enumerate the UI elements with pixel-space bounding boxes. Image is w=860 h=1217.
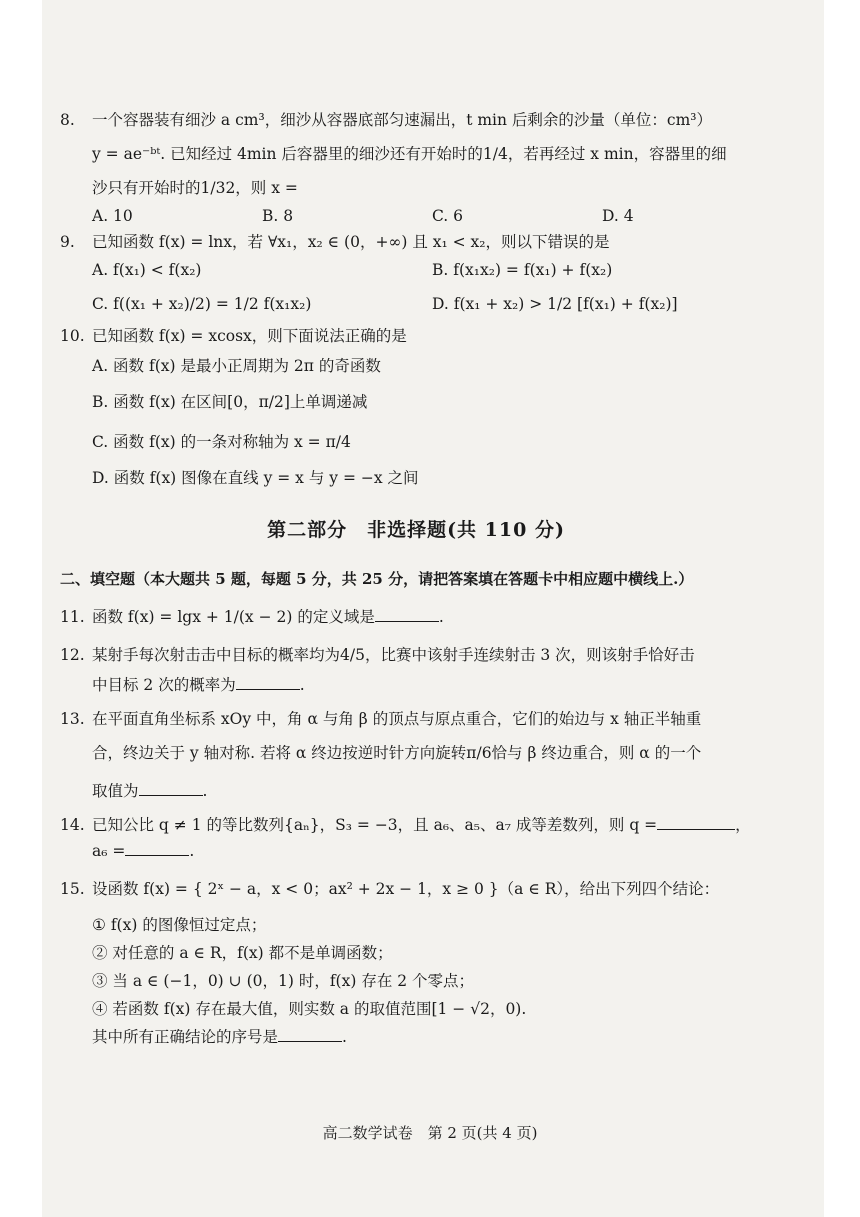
answer-options-row2 bbox=[92, 292, 772, 316]
question-end: . bbox=[189, 841, 195, 860]
page-margin-right bbox=[824, 0, 860, 1217]
page-footer: 高二数学试卷 第 2 页(共 4 页) bbox=[322, 1124, 538, 1142]
question-15 bbox=[60, 877, 772, 1049]
answer-blank[interactable] bbox=[278, 1026, 342, 1043]
question-14 bbox=[60, 813, 772, 863]
answer-blank[interactable] bbox=[375, 605, 439, 622]
question-text: 某射手每次射击击中目标的概率均为4/5，比赛中该射手连续射击 3 次，则该射手恰好击 bbox=[92, 645, 695, 664]
question-number: 9. bbox=[60, 233, 75, 252]
question-number: 14. bbox=[60, 815, 85, 834]
question-number: 15. bbox=[60, 880, 85, 898]
answer-blank[interactable] bbox=[139, 779, 203, 796]
option-b: B. 8 bbox=[262, 207, 294, 226]
option-d: D. 函数 f(x) 图像在直线 y = x 与 y = −x 之间 bbox=[92, 469, 419, 488]
question-text-line2: 中目标 2 次的概率为 bbox=[92, 675, 236, 694]
conclusion-4: ④ 若函数 f(x) 存在最大值，则实数 a 的取值范围[1 − √2，0). bbox=[92, 1000, 527, 1019]
question-end: . bbox=[299, 675, 305, 694]
question-10 bbox=[60, 324, 772, 490]
option-b: B. f(x₁x₂) = f(x₁) + f(x₂) bbox=[432, 261, 613, 280]
option-c: C. 6 bbox=[432, 207, 464, 226]
question-end: . bbox=[438, 607, 444, 626]
question-text: 在平面直角坐标系 xOy 中，角 α 与角 β 的顶点与原点重合，它们的始边与 x 轴正半轴重 bbox=[92, 709, 702, 728]
conclusion-1: ① f(x) 的图像恒过定点； bbox=[92, 916, 267, 935]
question-text-line3: 取值为 bbox=[92, 781, 139, 800]
answer-options-row1 bbox=[92, 258, 772, 282]
answer-blank[interactable] bbox=[236, 673, 300, 690]
question-text-line2: y = ae⁻ᵇᵗ. 已知经过 4min 后容器里的细沙还有开始时的1/4，若再经过 x min，容器里的细 bbox=[92, 145, 727, 164]
question-text: 已知公比 q ≠ 1 的等比数列{aₙ}，S₃ = −3，且 a₆、a₅、a₇ 成等差数列，则 q = bbox=[92, 815, 658, 834]
answer-blank-q[interactable] bbox=[657, 813, 735, 830]
option-a: A. 函数 f(x) 是最小正周期为 2π 的奇函数 bbox=[92, 357, 381, 376]
option-c: C. 函数 f(x) 的一条对称轴为 x = π/4 bbox=[92, 433, 351, 452]
option-b: B. 函数 f(x) 在区间[0，π/2]上单调递减 bbox=[92, 393, 368, 412]
question-end: . bbox=[202, 781, 208, 800]
question-8 bbox=[60, 108, 772, 228]
conclusion-2: ② 对任意的 a ∈ R，f(x) 都不是单调函数； bbox=[92, 944, 393, 963]
question-number: 13. bbox=[60, 709, 85, 728]
page-margin-left bbox=[0, 0, 42, 1217]
question-13 bbox=[60, 707, 772, 803]
question-11 bbox=[60, 605, 772, 629]
section-title: 第二部分 非选择题(共 110 分) bbox=[267, 519, 565, 542]
question-text-line2: a₆ = bbox=[92, 841, 126, 860]
option-d: D. 4 bbox=[602, 207, 634, 226]
option-a: A. f(x₁) < f(x₂) bbox=[92, 261, 202, 280]
exam-content bbox=[60, 108, 772, 1053]
question-12 bbox=[60, 643, 772, 697]
answer-options bbox=[92, 204, 772, 228]
question-number: 10. bbox=[60, 327, 85, 346]
question-text: 函数 f(x) = lgx + 1/(x − 2) 的定义域是 bbox=[92, 607, 375, 626]
question-text: 设函数 f(x) = { 2ˣ − a，x < 0；ax² + 2x − 1，x ≥ 0 }（a ∈ R），给出下列四个结论： bbox=[92, 880, 720, 898]
option-c: C. f((x₁ + x₂)/2) = 1/2 f(x₁x₂) bbox=[92, 295, 312, 314]
answer-blank-a6[interactable] bbox=[125, 839, 189, 856]
question-number: 12. bbox=[60, 645, 85, 664]
question-number: 8. bbox=[60, 111, 75, 129]
part-heading: 二、填空题（本大题共 5 题，每题 5 分，共 25 分，请把答案填在答题卡中相应题中横线上.） bbox=[60, 569, 694, 588]
question-comma: ， bbox=[735, 815, 751, 834]
question-text-line3: 沙只有开始时的1/32，则 x = bbox=[92, 179, 298, 198]
question-tail: 其中所有正确结论的序号是 bbox=[92, 1028, 279, 1047]
question-text-line2: 合，终边关于 y 轴对称. 若将 α 终边按逆时针方向旋转π/6恰与 β 终边重合，则 α 的一个 bbox=[92, 743, 702, 762]
question-end: . bbox=[342, 1028, 347, 1047]
option-a: A. 10 bbox=[92, 207, 133, 226]
option-d: D. f(x₁ + x₂) > 1/2 [f(x₁) + f(x₂)] bbox=[432, 295, 678, 314]
question-text: 一个容器装有细沙 a cm³，细沙从容器底部匀速漏出，t min 后剩余的沙量（单位：cm³） bbox=[92, 111, 713, 129]
question-number: 11. bbox=[60, 607, 85, 626]
question-text: 已知函数 f(x) = lnx，若 ∀x₁，x₂ ∈ (0，+∞) 且 x₁ < x₂，则以下错误的是 bbox=[92, 233, 610, 252]
question-text: 已知函数 f(x) = xcosx，则下面说法正确的是 bbox=[92, 327, 407, 346]
conclusion-3: ③ 当 a ∈ (−1，0) ∪ (0，1) 时，f(x) 存在 2 个零点； bbox=[92, 972, 475, 991]
question-9 bbox=[60, 230, 772, 316]
